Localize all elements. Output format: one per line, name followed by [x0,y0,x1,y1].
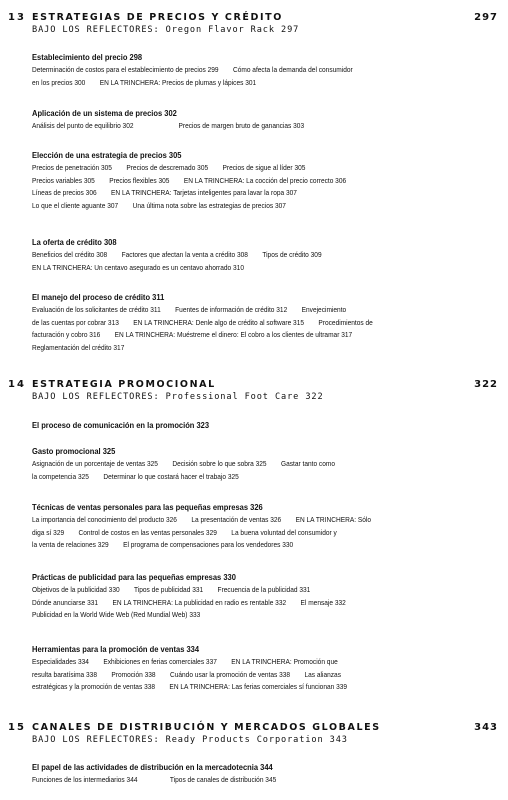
toc-entry: EN LA TRINCHERA: La cocción del precio correcto 306 [183,175,347,185]
toc-section [32,52,472,89]
section-line [32,774,428,787]
toc-section [32,292,472,354]
toc-entry: Las alianzas [304,669,342,679]
toc-entry: Publicidad en la World Wide Web (Red Mundial Web) 333 [32,610,201,620]
toc-entry: Decisión sobre lo que sobra 325 [172,459,267,468]
toc-entry: Asignación de un porcentaje de ventas 325 [32,459,158,468]
section-line [32,187,428,200]
section-line [32,597,428,610]
section-title: El manejo del proceso de crédito 311 [32,293,165,302]
section-line [32,458,428,471]
toc-entry: EN LA TRINCHERA: Precios de plumas y lápices 301 [99,77,257,87]
section-line [32,200,428,213]
toc-entry: resulta baratísima 338 [32,669,97,679]
toc-section [32,420,472,432]
toc-entry: Fuentes de información de crédito 312 [175,305,288,314]
section-line [32,162,428,175]
section-line [32,262,428,275]
section-title: Técnicas de ventas personales para las pequeñas empresas 326 [32,503,263,512]
section-title: Prácticas de publicidad para las pequeñas empresas 330 [32,573,236,582]
toc-entry: Precios de descremado 305 [126,163,209,172]
spotlight-line: BAJO LOS REFLECTORES: Oregon Flavor Rack 297 [32,25,300,35]
toc-entry: la venta de relaciones 329 [32,540,109,550]
section-line [32,471,428,484]
section-line [32,329,428,342]
toc-entry: EN LA TRINCHERA: Muéstreme el dinero: El cobro a los clientes de ultramar 317 [114,330,353,340]
spotlight-line: BAJO LOS REFLECTORES: Professional Foot Care 322 [32,392,324,402]
toc-entry: Precios de sigue al líder 305 [222,163,306,172]
section-title: Herramientas para la promoción de ventas 334 [32,645,200,654]
chapter-page-number: 343 [474,722,498,733]
toc-entry: La presentación de ventas 326 [191,515,282,524]
toc-entry: Precios de penetración 305 [32,163,112,172]
section-title: La oferta de crédito 308 [32,238,117,247]
toc-entry: Cómo afecta la demanda del consumidor [232,65,353,74]
toc-entry: Dónde anunciarse 331 [32,597,99,607]
toc-section [32,108,472,133]
toc-entry: Beneficios del crédito 308 [32,250,108,259]
toc-entry: EN LA TRINCHERA: Las ferias comerciales sí funcionan 339 [169,682,348,692]
toc-entry: facturación y cobro 316 [32,330,101,340]
toc-entry: Procedimientos de [318,317,373,327]
chapter-number: 13 [8,12,26,23]
section-title: Gasto promocional 325 [32,447,116,456]
section-line [32,539,428,552]
toc-entry: Tipos de crédito 309 [262,250,322,259]
section-title: El proceso de comunicación en la promoción 323 [32,421,210,430]
toc-entry: diga sí 329 [32,527,65,537]
toc-section [32,644,472,694]
toc-entry: EN LA TRINCHERA: Promoción que [231,657,338,666]
section-line [32,120,428,133]
section-line [32,527,428,540]
section-line [32,77,428,90]
toc-entry: Reglamentación del crédito 317 [32,342,125,352]
toc-entry: de las cuentas por cobrar 313 [32,317,119,327]
toc-entry: Factores que afectan la venta a crédito 308 [121,250,248,259]
section-line [32,609,428,622]
toc-entry: Cuándo usar la promoción de ventas 338 [169,669,291,679]
toc-entry: Lo que el cliente aguante 307 [32,200,119,210]
toc-entry: Líneas de precios 306 [32,188,97,198]
toc-entry: La buena voluntad del consumidor y [231,527,337,537]
toc-entry: Evaluación de los solicitantes de crédito 311 [32,305,161,314]
section-line [32,175,428,188]
toc-entry: Precios flexibles 305 [109,175,170,185]
toc-entry: Control de costos en las ventas personales 329 [78,527,217,537]
toc-entry: en los precios 300 [32,77,86,87]
chapter-title: ESTRATEGIAS DE PRECIOS Y CRÉDITO [32,12,283,23]
section-line [32,342,428,355]
toc-entry: estratégicas y la promoción de ventas 338 [32,682,156,692]
chapter-title: CANALES DE DISTRIBUCIÓN Y MERCADOS GLOBALES [32,722,381,733]
toc-entry: EN LA TRINCHERA: Denle algo de crédito al software 315 [133,317,305,327]
spotlight-line: BAJO LOS REFLECTORES: Ready Products Corporation 343 [32,735,348,745]
toc-entry: Promoción 338 [111,669,156,679]
toc-entry: EN LA TRINCHERA: La publicidad en radio es rentable 332 [112,597,287,607]
toc-section [32,150,472,212]
section-line [32,304,428,317]
toc-entry: La importancia del conocimiento del producto 326 [32,515,177,524]
toc-entry: Análisis del punto de equilibrio 302 [32,121,134,130]
section-line [32,514,428,527]
toc-entry: EN LA TRINCHERA: Tarjetas inteligentes para lavar la ropa 307 [111,188,297,198]
toc-entry: la competencia 325 [32,471,89,481]
toc-entry: Gastar tanto como [280,459,335,468]
toc-entry: Tipos de publicidad 331 [134,585,204,594]
toc-entry: EN LA TRINCHERA: Sólo [295,515,372,524]
chapter-page-number: 297 [474,12,498,23]
section-line [32,584,428,597]
chapter-page-number: 322 [474,379,498,390]
section-line [32,64,428,77]
toc-entry: Tipos de canales de distribución 345 [169,775,277,784]
section-title: Elección de una estrategia de precios 305 [32,151,182,160]
section-line [32,317,428,330]
section-line [32,669,428,682]
section-title: Aplicación de un sistema de precios 302 [32,109,177,118]
toc-entry: Una última nota sobre las estrategias de precios 307 [132,200,286,210]
toc-entry: Objetivos de la publicidad 330 [32,585,120,594]
toc-entry: Especialidades 334 [32,657,89,666]
toc-entry: El mensaje 332 [300,597,346,607]
section-line [32,681,428,694]
toc-entry: Envejecimiento [301,305,347,314]
section-title: Establecimiento del precio 298 [32,53,143,62]
toc-entry: Exhibiciones en ferias comerciales 337 [103,657,217,666]
section-title: El papel de las actividades de distribución en la mercadotecnia 344 [32,763,273,772]
toc-entry: Determinación de costos para el establecimiento de precios 299 [32,65,219,74]
chapter-number: 15 [8,722,26,733]
toc-entry: Precios variables 305 [32,175,95,185]
toc-entry: El programa de compensaciones para los vendedores 330 [123,540,294,550]
toc-section [32,762,472,787]
section-line [32,656,428,669]
chapter-title: ESTRATEGIA PROMOCIONAL [32,379,216,390]
toc-section [32,502,472,552]
toc-entry: Determinar lo que costará hacer el trabajo 325 [103,471,239,481]
toc-section [32,237,472,274]
toc-entry: Funciones de los intermediarios 344 [32,775,138,784]
chapter-number: 14 [8,379,26,390]
toc-entry: EN LA TRINCHERA: Un centavo asegurado es un centavo ahorrado 310 [32,262,244,272]
toc-section [32,446,472,483]
toc-entry: Precios de margen bruto de ganancias 303 [178,121,305,130]
section-line [32,249,428,262]
toc-entry: Frecuencia de la publicidad 331 [217,585,311,594]
toc-section [32,572,472,622]
